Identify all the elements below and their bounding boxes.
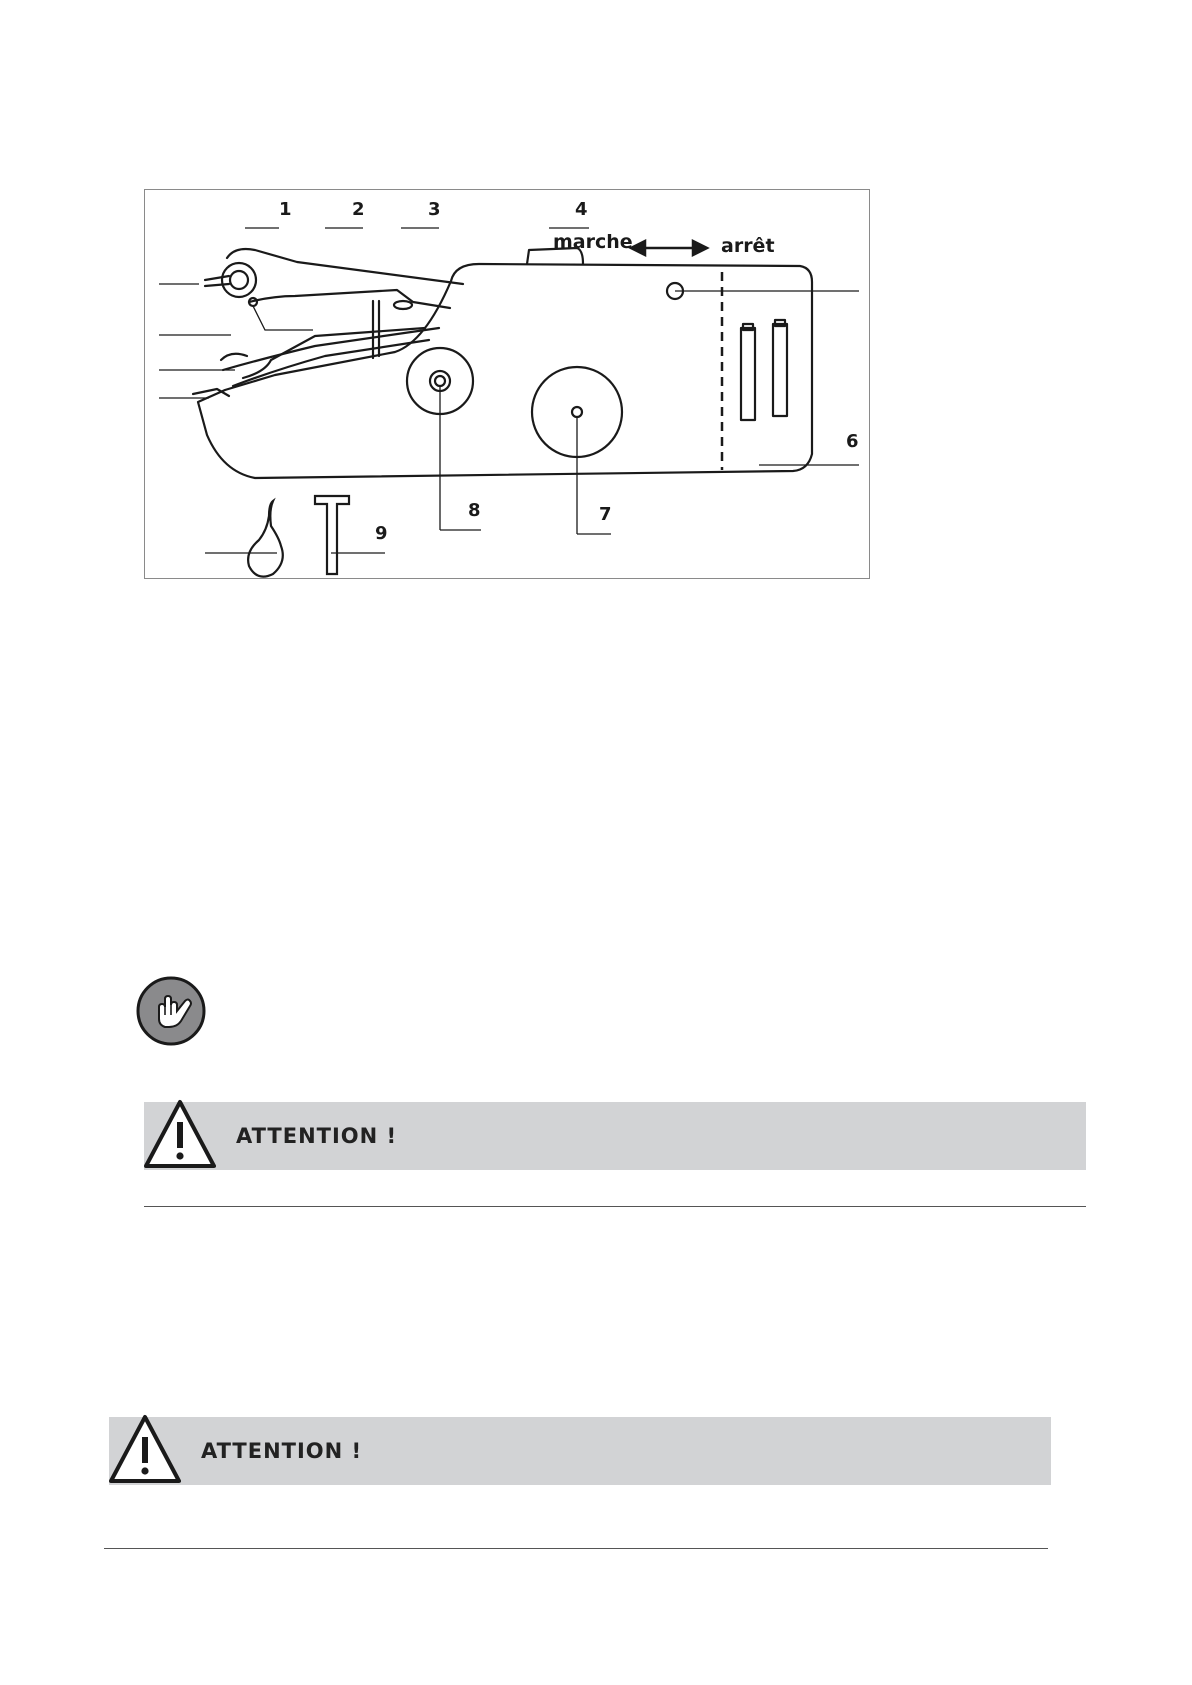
callout-9: 9 [375, 523, 388, 544]
t-tool [315, 496, 349, 574]
callout-4: 4 [575, 199, 588, 220]
hand-pointing-icon [135, 975, 207, 1047]
warning-triangle-icon [109, 1413, 181, 1485]
callout-3: 3 [428, 199, 441, 220]
warning-band-2 [109, 1417, 1051, 1485]
callout-7: 7 [599, 504, 612, 525]
diagram-drawing [145, 190, 871, 580]
callout-2: 2 [352, 199, 365, 220]
divider-line [144, 1206, 1086, 1207]
warning-title: ATTENTION ! [201, 1439, 363, 1463]
divider-line [104, 1548, 1048, 1549]
warning-triangle-icon [144, 1098, 216, 1170]
callout-8: 8 [468, 500, 481, 521]
callout-6: 6 [846, 431, 859, 452]
needle-threader [248, 501, 283, 577]
warning-band-1 [144, 1102, 1086, 1170]
switch-off-label: arrêt [721, 235, 775, 257]
sewing-machine-diagram [144, 189, 870, 579]
callout-1: 1 [279, 199, 292, 220]
switch-on-label: marche [553, 231, 633, 253]
warning-title: ATTENTION ! [236, 1124, 398, 1148]
